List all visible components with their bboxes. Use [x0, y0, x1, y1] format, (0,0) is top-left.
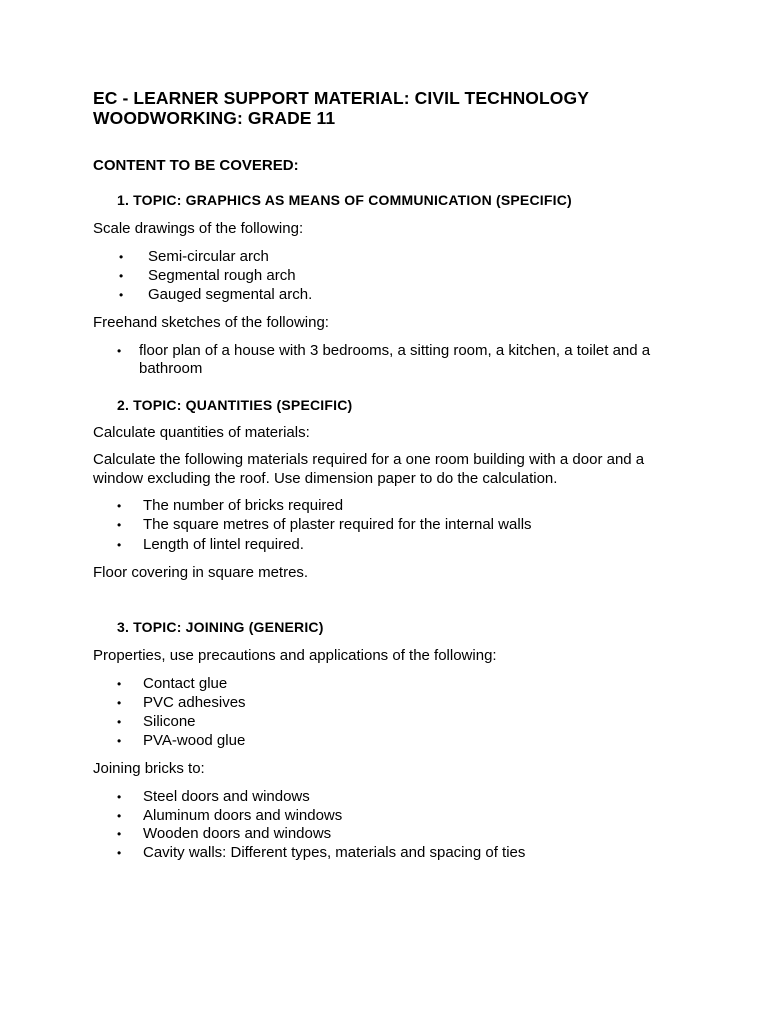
section3-intro: Properties, use precautions and applications of the following:	[93, 647, 497, 664]
list-item: Cavity walls: Different types, materials and spacing of ties	[143, 844, 526, 861]
section1-heading: 1. TOPIC: GRAPHICS AS MEANS OF COMMUNICATION (SPECIFIC)	[117, 192, 572, 208]
section3-heading: 3. TOPIC: JOINING (GENERIC)	[117, 619, 324, 635]
section1-freehand-intro: Freehand sketches of the following:	[93, 314, 329, 331]
bullet-icon: •	[119, 269, 124, 283]
section2-intro: Calculate quantities of materials:	[93, 424, 310, 441]
list-item: The square metres of plaster required for the internal walls	[143, 516, 532, 533]
section2-floor: Floor covering in square metres.	[93, 564, 309, 581]
bullet-icon: •	[117, 715, 122, 729]
bullet-icon: •	[117, 827, 122, 841]
bullet-icon: •	[117, 677, 122, 691]
bullet-icon: •	[117, 518, 122, 532]
bullet-icon: •	[117, 790, 122, 804]
section2-paragraph-line1: Calculate the following materials required for a one room building with a door and a	[93, 451, 645, 468]
list-item: Wooden doors and windows	[143, 825, 332, 842]
list-item: PVA-wood glue	[143, 732, 246, 749]
bullet-icon: •	[117, 499, 122, 513]
bullet-icon: •	[117, 734, 122, 748]
content-heading: CONTENT TO BE COVERED:	[93, 157, 299, 174]
document-title-line2: WOODWORKING: GRADE 11	[93, 108, 336, 128]
list-item: Steel doors and windows	[143, 788, 310, 805]
list-item: Gauged segmental arch.	[148, 286, 313, 303]
list-item: Contact glue	[143, 675, 228, 692]
list-item: Segmental rough arch	[148, 267, 296, 284]
document-title-line1: EC - LEARNER SUPPORT MATERIAL: CIVIL TECHNOLOGY	[93, 88, 590, 108]
bullet-icon: •	[117, 809, 122, 823]
list-item: Aluminum doors and windows	[143, 807, 343, 824]
section2-paragraph-line2: window excluding the roof. Use dimension paper to do the calculation.	[93, 470, 558, 487]
section2-heading: 2. TOPIC: QUANTITIES (SPECIFIC)	[117, 397, 353, 413]
list-item: The number of bricks required	[143, 497, 344, 514]
bullet-icon: •	[117, 696, 122, 710]
list-item-continuation: bathroom	[139, 360, 203, 377]
section1-intro: Scale drawings of the following:	[93, 220, 304, 237]
list-item: Length of lintel required.	[143, 536, 304, 553]
list-item: PVC adhesives	[143, 694, 246, 711]
bullet-icon: •	[119, 250, 124, 264]
bullet-icon: •	[117, 344, 122, 358]
list-item: Semi-circular arch	[148, 248, 269, 265]
bullet-icon: •	[117, 538, 122, 552]
list-item: Silicone	[143, 713, 196, 730]
bullet-icon: •	[117, 846, 122, 860]
section3-joining-intro: Joining bricks to:	[93, 760, 205, 777]
bullet-icon: •	[119, 288, 124, 302]
list-item: floor plan of a house with 3 bedrooms, a sitting room, a kitchen, a toilet and a	[139, 342, 651, 359]
